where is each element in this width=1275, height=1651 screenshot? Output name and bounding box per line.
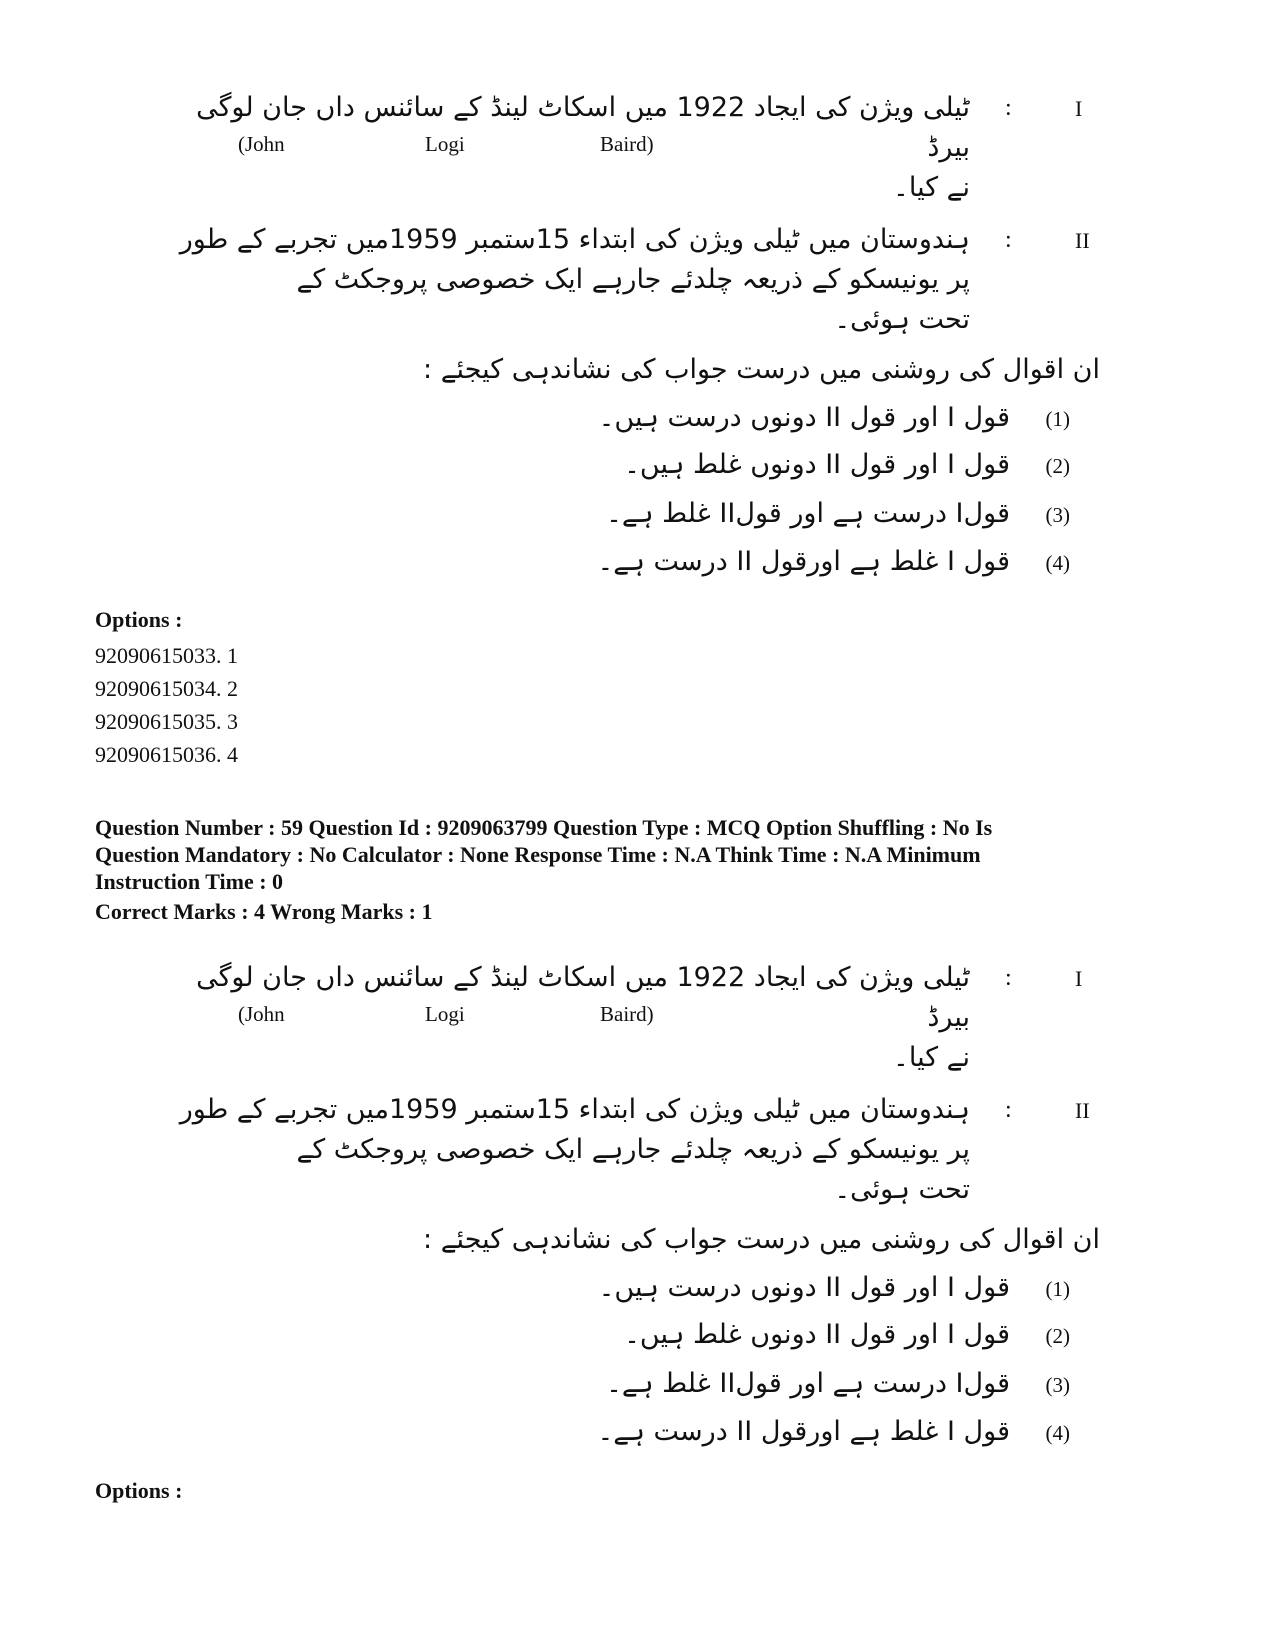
choice-text: قول I غلط ہے اورقول II درست ہے۔: [597, 546, 1010, 577]
choice-number: (3): [1045, 1373, 1070, 1397]
options-heading: Options :: [95, 607, 183, 632]
choice-text: قولI درست ہے اور قولII غلط ہے۔: [606, 498, 1010, 529]
marks-line: Correct Marks : 4 Wrong Marks : 1: [95, 899, 433, 924]
choice-text: قول I اور قول II دونوں درست ہیں۔: [598, 402, 1010, 433]
statement-colon: :: [1005, 965, 1012, 991]
name-baird: Baird): [600, 132, 654, 156]
choice-text: قول I اور قول II دونوں غلط ہیں۔: [624, 1319, 1010, 1350]
name-john: (John: [238, 132, 285, 156]
metadata-line: Instruction Time : 0: [95, 869, 284, 894]
choice-number: (4): [1045, 551, 1070, 575]
metadata-line: Question Mandatory : No Calculator : None Response Time : N.A Think Time : N.A Minimum: [95, 842, 981, 867]
statement-colon: :: [1005, 227, 1012, 253]
choice-line: [480, 445, 1100, 491]
choice-line: [480, 494, 1100, 540]
choice-line: [480, 1364, 1100, 1410]
name-logi: Logi: [425, 1002, 465, 1026]
option-id: 92090615034. 2: [95, 676, 238, 701]
option-id: 92090615036. 4: [95, 742, 238, 767]
choice-number: (4): [1045, 1421, 1070, 1445]
options-heading: Options :: [95, 1478, 183, 1503]
choice-line: [480, 1412, 1100, 1458]
options-list: [95, 639, 238, 771]
name-john: (John: [238, 1002, 285, 1026]
choice-text: قول I اور قول II دونوں درست ہیں۔: [598, 1272, 1010, 1303]
choice-number: (1): [1045, 1277, 1070, 1301]
statement-roman-label: I: [1075, 96, 1083, 121]
choice-number: (2): [1045, 1324, 1070, 1348]
choice-line: [480, 542, 1100, 588]
statement-roman-label: II: [1075, 228, 1090, 253]
choice-number: (2): [1045, 454, 1070, 478]
statement-roman-label: II: [1075, 1098, 1090, 1123]
choice-number: (3): [1045, 503, 1070, 527]
question-metadata: [95, 814, 1095, 895]
choice-number: (1): [1045, 407, 1070, 431]
metadata-line: Question Number : 59 Question Id : 9209063799 Question Type : MCQ Option Shuffling : No Is: [95, 815, 993, 840]
statement-names: [100, 1002, 660, 1032]
statement-names: [100, 132, 660, 162]
statement-colon: :: [1005, 1097, 1012, 1123]
choice-line: [480, 1315, 1100, 1361]
option-id: 92090615035. 3: [95, 709, 238, 734]
statement-ii: [100, 1090, 1100, 1230]
choice-text: قولI درست ہے اور قولII غلط ہے۔: [606, 1368, 1010, 1399]
name-baird: Baird): [600, 1002, 654, 1026]
name-logi: Logi: [425, 132, 465, 156]
statement-text: ہندوستان میں ٹیلی ویژن کی ابتداء 15ستمبر 1959میں تجربے کے طور پر یونیسکو کے ذریعہ چلدئے جارہے ایک خصوصی پروجکٹ کے تحت ہوئی۔: [179, 224, 970, 335]
statement-ii: [100, 220, 1100, 360]
statement-colon: :: [1005, 95, 1012, 121]
instruction-text: ان اقوال کی روشنی میں درست جواب کی نشاندہی کیجئے :: [423, 354, 1100, 385]
option-id: 92090615033. 1: [95, 643, 238, 668]
instruction-text: ان اقوال کی روشنی میں درست جواب کی نشاندہی کیجئے :: [423, 1224, 1100, 1255]
choice-text: قول I غلط ہے اورقول II درست ہے۔: [597, 1416, 1010, 1447]
choice-line: [480, 1268, 1100, 1314]
statement-text: ٹیلی ویژن کی ایجاد 1922 میں اسکاٹ لینڈ کے سائنس داں جان لوگی بیرڈ نے کیا۔: [196, 962, 970, 1073]
statement-text: ہندوستان میں ٹیلی ویژن کی ابتداء 15ستمبر 1959میں تجربے کے طور پر یونیسکو کے ذریعہ چلدئے جارہے ایک خصوصی پروجکٹ کے تحت ہوئی۔: [179, 1094, 970, 1205]
statement-i: [100, 88, 1100, 228]
statement-text: ٹیلی ویژن کی ایجاد 1922 میں اسکاٹ لینڈ کے سائنس داں جان لوگی بیرڈ نے کیا۔: [196, 92, 970, 203]
choice-line: [480, 398, 1100, 444]
statement-i: [100, 958, 1100, 1098]
statement-roman-label: I: [1075, 966, 1083, 991]
choice-text: قول I اور قول II دونوں غلط ہیں۔: [624, 449, 1010, 480]
